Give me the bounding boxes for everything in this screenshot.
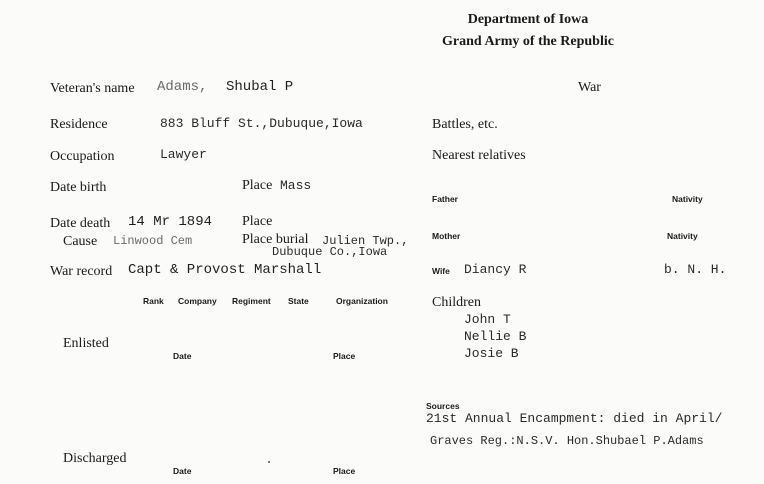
residence-value: 883 Bluff St.,Dubuque,Iowa (160, 116, 363, 131)
sources-label: Sources (426, 401, 460, 411)
father-label: Father (432, 194, 458, 204)
ink-speck (268, 461, 270, 463)
organization-col-label: Organization (336, 296, 388, 306)
child-3: Josie B (464, 346, 519, 361)
war-label: War (578, 80, 601, 95)
place-birth-value: Mass (280, 178, 312, 193)
mother-nativity-label: Nativity (667, 231, 698, 241)
state-label: State (288, 296, 309, 306)
enlisted-label: Enlisted (63, 336, 109, 351)
discharged-date-label: Date (173, 466, 192, 476)
company-label: Company (178, 296, 217, 306)
veteran-name-given: Shubal P (226, 79, 294, 95)
enlisted-place-label: Place (333, 351, 356, 361)
organization-heading: Grand Army of the Republic (442, 34, 614, 49)
occupation-value: Lawyer (160, 147, 207, 162)
place-birth-label: Place (242, 178, 273, 193)
burial-place-line2: Dubuque Co.,Iowa (272, 245, 388, 259)
cause-label: Cause (63, 234, 98, 249)
burial-place-line1: Julien Twp., (322, 234, 409, 248)
sources-line-2: Graves Reg.:N.S.V. Hon.Shubael P.Adams (430, 434, 704, 448)
battles-label: Battles, etc. (432, 117, 498, 132)
place-burial-label: Place burial (242, 232, 309, 247)
child-2: Nellie B (464, 329, 527, 344)
rank-label: Rank (143, 296, 164, 306)
residence-label: Residence (50, 117, 108, 132)
regiment-label: Regiment (232, 296, 271, 306)
war-record-value: Capt & Provost Marshall (128, 262, 322, 278)
department-heading: Department of Iowa (467, 12, 589, 27)
enlisted-date-label: Date (173, 351, 192, 361)
discharged-label: Discharged (63, 451, 127, 466)
children-label: Children (432, 295, 481, 310)
veteran-name-surname: Adams, (157, 79, 208, 95)
mother-label: Mother (432, 231, 461, 241)
nearest-relatives-label: Nearest relatives (432, 148, 526, 163)
veterans-name-label: Veteran's name (50, 81, 135, 96)
date-death-value: 14 Mr 1894 (128, 214, 213, 230)
occupation-label: Occupation (50, 149, 115, 164)
date-birth-label: Date birth (50, 180, 107, 195)
wife-value: Diancy R (464, 262, 527, 277)
wife-nativity-value: b. N. H. (664, 262, 727, 277)
cause-value: Linwood Cem (113, 234, 193, 248)
discharged-place-label: Place (333, 466, 356, 476)
date-death-label: Date death (50, 216, 111, 231)
place-death-label: Place (242, 214, 273, 229)
wife-label: Wife (432, 266, 450, 276)
war-record-label: War record (50, 264, 113, 279)
child-1: John T (464, 312, 511, 327)
father-nativity-label: Nativity (672, 194, 703, 204)
sources-line-1: 21st Annual Encampment: died in April/ (426, 411, 723, 426)
